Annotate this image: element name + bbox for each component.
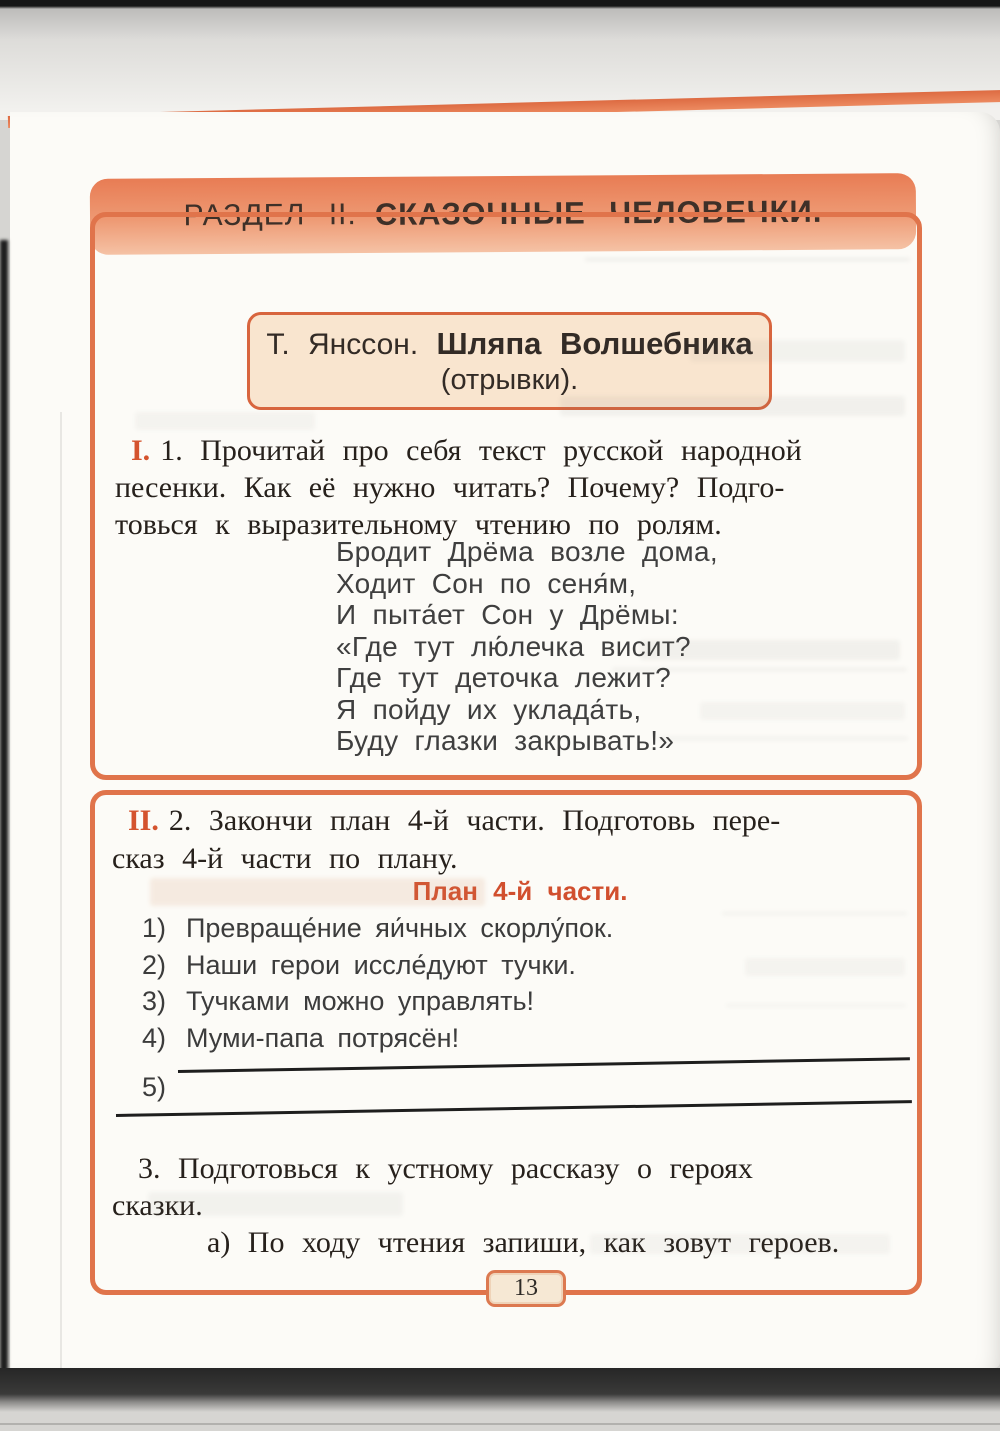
bleed-through-artifact [640, 640, 900, 660]
task-3-sub-line: а) По ходу чтения запиши, как зовут героев. [207, 1226, 840, 1259]
poem-line: «Где тут лю́лечка висит? [336, 630, 691, 662]
page-number-badge [486, 1270, 566, 1307]
book-spine-shadow [0, 240, 8, 1400]
poem-line: Ходит Сон по сеня́м, [336, 567, 637, 599]
poem-line: Буду глазки закрывать!» [336, 725, 675, 756]
bleed-through-artifact [658, 737, 908, 740]
section-label: РАЗДЕЛ II. [183, 198, 357, 233]
task-2-line: сказ 4-й части по плану. [112, 842, 458, 875]
poem-line: И пыта́ет Сон у Дрёмы: [336, 599, 679, 630]
task-3-line: сказки. [112, 1189, 203, 1222]
plan-item-number: 3) [142, 986, 167, 1016]
task-2-line: II. 2. Закончи план 4-й части. Подготовь пере- [128, 804, 781, 837]
bleed-through-artifact [585, 258, 910, 261]
plan-item-blank [142, 1069, 613, 1106]
task-1-paragraph [115, 432, 802, 543]
scanner-background-bottom [0, 1368, 1000, 1431]
page-number: 13 [514, 1275, 538, 1301]
poem-line: Бродит Дрёма возле дома, [336, 536, 718, 567]
plan-item-text: Наши герои иссле́дуют тучки. [186, 949, 576, 980]
plan-item-text: Муми-папа потрясён! [186, 1022, 460, 1053]
bleed-through-artifact [560, 396, 905, 416]
bleed-through-artifact [745, 958, 905, 976]
plan-item [142, 910, 613, 947]
lesson-title: Шляпа Волшебника [436, 325, 753, 361]
bleed-through-artifact [700, 702, 905, 720]
lesson-subtitle: (отрывки). [440, 363, 579, 396]
plan-item [142, 983, 613, 1020]
bleed-through-artifact [612, 668, 907, 671]
bleed-through-artifact [726, 1004, 906, 1007]
task-2-paragraph [112, 802, 780, 878]
section-title: СКАЗОЧНЫЕ ЧЕЛОВЕЧКИ. [374, 193, 823, 232]
plan-item-text: Тучками можно управлять! [186, 986, 535, 1016]
plan-item [142, 1020, 613, 1057]
poem-line: Где тут деточка лежит? [336, 662, 671, 693]
plan-item-number: 2) [142, 949, 167, 980]
bleed-through-artifact [590, 1234, 890, 1254]
task-3-line: 3. Подготовься к устному рассказу о героях [138, 1152, 753, 1185]
task-2-numeral: II. [128, 804, 159, 837]
plan-item-number: 1) [142, 913, 167, 943]
task-1-line: I. 1. Прочитай про себя текст русской народной [131, 434, 802, 467]
plan-item [142, 947, 613, 984]
plan-heading: План 4-й части. [412, 876, 628, 906]
bleed-through-artifact [722, 912, 907, 915]
lesson-author: Т. Янссон. [266, 327, 419, 361]
bleed-through-artifact [135, 412, 315, 430]
bleed-through-artifact [690, 340, 905, 362]
plan-item-number: 5) [142, 1072, 167, 1102]
scanner-edge-line [0, 1423, 1000, 1425]
plan-item-text: Превраще́ние яи́чных скорлу́пок. [186, 913, 614, 943]
page-fold-line [60, 412, 62, 1412]
task-1-line: песенки. Как её нужно читать? Почему? Подго- [115, 471, 785, 504]
plan-list [142, 910, 613, 1106]
lesson-title-line [266, 326, 752, 362]
task-1-line: товься к выразительному чтению по ролям. [115, 508, 722, 541]
bleed-through-artifact [150, 878, 485, 906]
task-1-numeral: I. [131, 434, 151, 467]
poem-line: Я пойду их уклада́ть, [336, 693, 642, 725]
bleed-through-artifact [148, 1192, 403, 1216]
plan-item-number: 4) [142, 1022, 167, 1053]
